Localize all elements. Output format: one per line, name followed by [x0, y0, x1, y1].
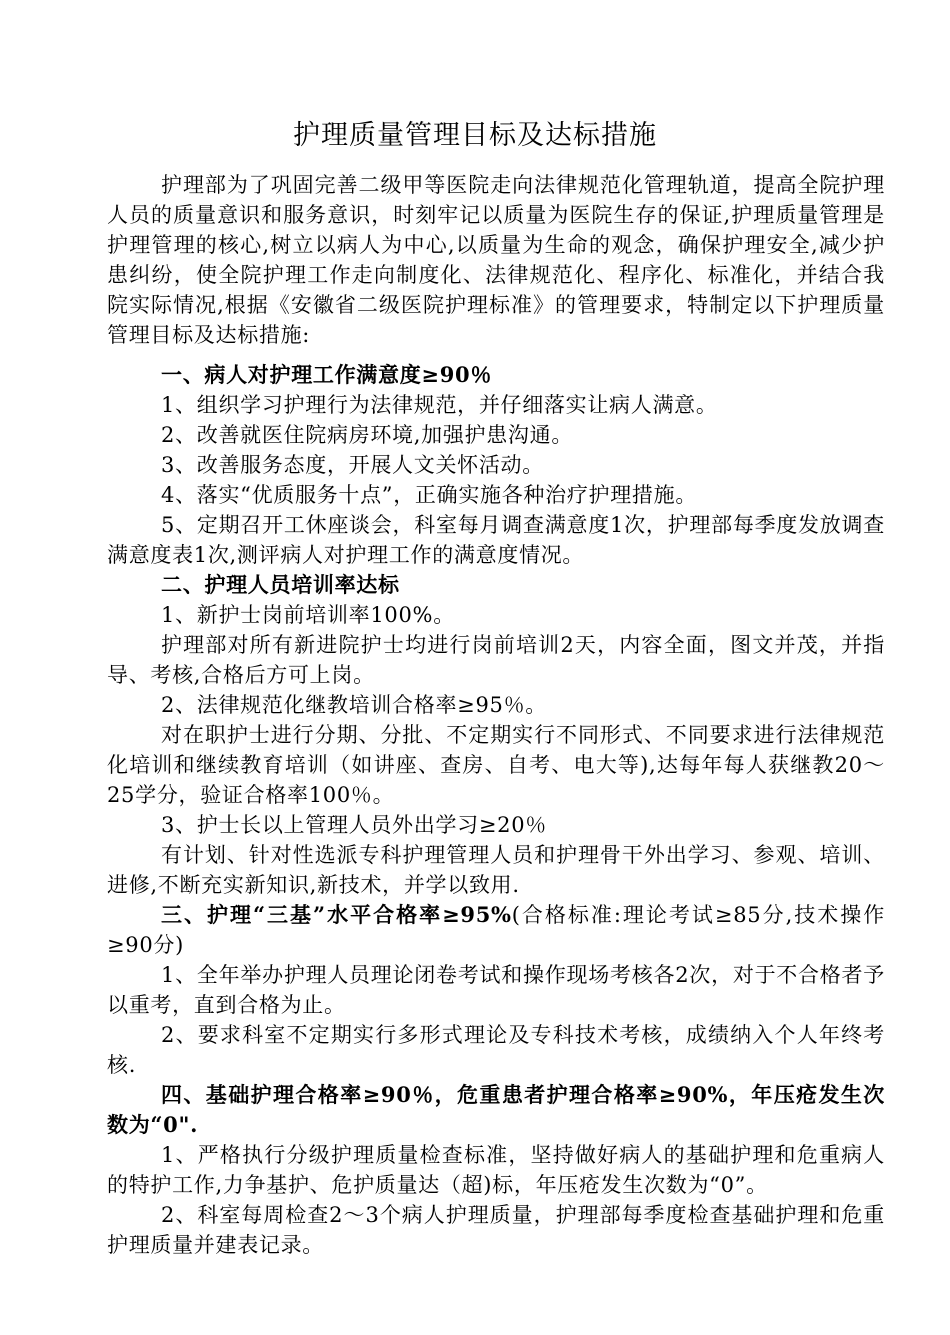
list-item: 5、定期召开工休座谈会，科室每月调查满意度1次，护理部每季度发放调查满意度表1次,测评病人对护理工作的满意度情况。 — [107, 513, 885, 567]
list-item: 2、要求科室不定期实行多形式理论及专科技术考核，成绩纳入个人年终考核. — [107, 1023, 885, 1077]
intro-paragraph: 护理部为了巩固完善二级甲等医院走向法律规范化管理轨道，提高全院护理人员的质量意识和服务意识，时刻牢记以质量为医院生存的保证,护理质量管理是护理管理的核心,树立以病人为中心,以质量为生命的观念，确保护理安全,减少护患纠纷，使全院护理工作走向制度化、法律规范化、程序化、标准化，并结合我院实际情况,根据《安徽省二级医院护理标准》的管理要求，特制定以下护理质量管理目标及达标措施: — [107, 173, 885, 347]
list-item: 2、科室每周检查2～3个病人护理质量，护理部每季度检查基础护理和危重护理质量并建表记录。 — [107, 1203, 885, 1257]
section-heading-4: 四、基础护理合格率≥90％，危重患者护理合格率≥90%，年压疮发生次数为“0". — [107, 1082, 885, 1137]
body-paragraph: 护理部对所有新进院护士均进行岗前培训2天，内容全面，图文并茂，并指导、考核,合格后方可上岗。 — [107, 633, 885, 687]
document-body — [107, 170, 885, 1260]
list-item: 3、护士长以上管理人员外出学习≥20％ — [161, 813, 547, 837]
list-item: 2、法律规范化继教培训合格率≥95％。 — [161, 693, 547, 717]
list-item: 1、严格执行分级护理质量检查标准，坚持做好病人的基础护理和危重病人的特护工作,力争基护、危护质量达（超)标，年压疮发生次数为“0”。 — [107, 1143, 885, 1197]
list-item: 1、新护士岗前培训率100%。 — [161, 603, 455, 627]
list-item: 2、改善就医住院病房环境,加强护患沟通。 — [161, 423, 574, 447]
section-heading-3-note: (合格标准:理论考试≥85分,技术操作≥90分) — [107, 903, 885, 957]
list-item: 3、改善服务态度，开展人文关怀活动。 — [161, 453, 544, 477]
section-heading-1: 一、病人对护理工作满意度≥90％ — [161, 362, 493, 387]
list-item: 1、全年举办护理人员理论闭卷考试和操作现场考核各2次，对于不合格者予以重考，直到合格为止。 — [107, 963, 885, 1017]
document-title: 护理质量管理目标及达标措施 — [293, 120, 657, 151]
section-heading-3-bold: 三、护理“三基”水平合格率≥95% — [161, 902, 512, 927]
body-paragraph: 有计划、针对性选派专科护理管理人员和护理骨干外出学习、参观、培训、进修,不断充实新知识,新技术，并学以致用. — [107, 843, 885, 897]
body-paragraph: 对在职护士进行分期、分批、不定期实行不同形式、不同要求进行法律规范化培训和继续教育培训（如讲座、查房、自考、电大等),达每年每人获继教20～25学分，验证合格率100％。 — [107, 723, 885, 807]
list-item: 4、落实“优质服务十点”，正确实施各种治疗护理措施。 — [161, 483, 698, 507]
list-item: 1、组织学习护理行为法律规范，并仔细落实让病人满意。 — [161, 393, 718, 417]
section-heading-2: 二、护理人员培训率达标 — [161, 572, 400, 597]
section-heading-3 — [107, 900, 885, 960]
